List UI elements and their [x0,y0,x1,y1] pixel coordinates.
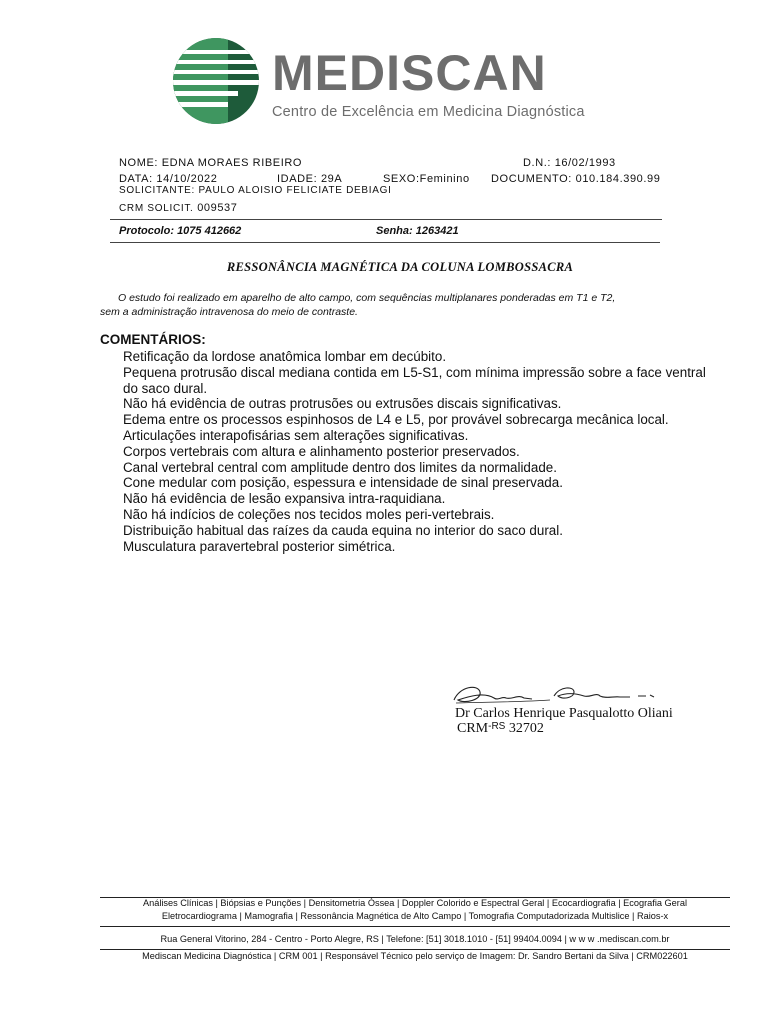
report-title: RESSONÂNCIA MAGNÉTICA DA COLUNA LOMBOSSACRA [226,260,574,274]
date-label: DATA: [119,173,153,185]
brand-tagline: Centro de Excelência em Medicina Diagnóstica [272,104,585,120]
handwritten-signature [450,678,660,708]
comment-item: Não há indícios de coleções nos tecidos moles peri-vertebrais. [123,506,495,522]
comment-item: Articulações interapofisárias sem alterações significativas. [123,427,469,443]
comment-item: Canal vertebral central com amplitude dentro dos limites da normalidade. [123,459,557,475]
protocol-divider [110,242,660,243]
requester-label: SOLICITANTE: [119,185,196,196]
protocol-row [119,226,241,237]
document-label: DOCUMENTO: [491,173,572,185]
doctor-name: Dr Carlos Henrique Pasqualotto Oliani [455,706,673,721]
footer-services-line-2: Eletrocardiograma | Mamografia | Ressonância Magnética de Alto Campo | Tomografia Computadorizada Multislice | Raios-x [161,911,669,921]
report-intro-line-1: O estudo foi realizado em aparelho de alto campo, com sequências multiplanares ponderadas em T1 e T2, [118,292,616,304]
footer-divider-bottom [100,949,730,950]
crm-requester-value: 009537 [197,202,238,214]
comments-heading: COMENTÁRIOS: [100,332,206,347]
comment-item: Não há evidência de lesão expansiva intra-raquidiana. [123,491,446,507]
header-divider [110,219,662,220]
password-label: Senha: [376,225,413,237]
password-value: 1263421 [415,225,459,237]
brand-name: MEDISCAN [272,45,547,101]
age-value: 29A [320,173,343,185]
dob-row [523,158,616,169]
doctor-crm [457,722,544,736]
patient-name-row [119,158,302,169]
sex-label: SEXO: [383,173,420,185]
patient-name-value: EDNA MORAES RIBEIRO [161,157,303,169]
footer-services-line-1: Análises Clínicas | Biópsias e Punções | Densitometria Óssea | Doppler Colorido e Espectral Geral | Ecocardiografia | Ecografia Geral [142,898,688,908]
password-row [376,226,459,237]
date-row [119,174,217,185]
footer-divider-middle [100,926,730,927]
protocol-label: Protocolo: [119,225,174,237]
report-intro [100,291,708,319]
crm-requester-label: CRM SOLICIT. [119,203,194,214]
comment-item: Musculatura paravertebral posterior simétrica. [123,538,396,554]
comment-item: Retificação da lordose anatômica lombar em decúbito. [123,349,447,364]
document-value: 010.184.390.99 [575,173,661,185]
sex-row [383,174,470,185]
comment-item: Edema entre os processos espinhosos de L4 e L5, por provável sobrecarga mecânica local. [123,412,669,428]
requester-row [119,186,392,196]
date-value: 14/10/2022 [156,173,218,185]
crm-region: -RS [488,721,506,732]
protocol-value: 1075 412662 [177,225,242,237]
footer-responsible: Mediscan Medicina Diagnóstica | CRM 001 | Responsável Técnico pelo serviço de Imagem: Dr. Sandro Bertani da Silva | CRM022601 [142,951,688,961]
comment-item: Distribuição habitual das raízes da cauda equina no interior do saco dural. [123,522,563,538]
footer-address: Rua General Vitorino, 284 - Centro - Porto Alegre, RS | Telefone: [51] 3018.1010 - [51] 99404.0094 | w w w .mediscan.com.br [160,934,670,944]
mediscan-logo-icon [168,36,264,126]
comment-item: Corpos vertebrais com altura e alinhamento posterior preservados. [123,443,520,459]
comment-item: Pequena protrusão discal mediana contida em L5-S1, com mínima impressão sobre a face ventral do saco dural. [123,364,706,396]
comment-item: Cone medular com posição, espessura e intensidade de sinal preservada. [123,475,563,491]
sex-value: Feminino [419,173,470,185]
crm-number: 32702 [508,721,544,736]
age-label: IDADE: [277,173,318,185]
crm-requester-row [119,203,238,214]
patient-name-label: NOME: [119,157,159,169]
age-row [277,174,342,185]
dob-label: D.N.: [523,157,552,169]
report-intro-line-2: sem a administração intravenosa do meio de contraste. [100,306,358,318]
crm-prefix: CRM [457,721,489,736]
comments-list [123,349,723,554]
document-row [491,174,661,185]
comment-item: Não há evidência de outras protrusões ou extrusões discais significativas. [123,396,562,412]
dob-value: 16/02/1993 [554,157,616,169]
requester-value: PAULO ALOISIO FELICIATE DEBIAGI [198,185,392,196]
